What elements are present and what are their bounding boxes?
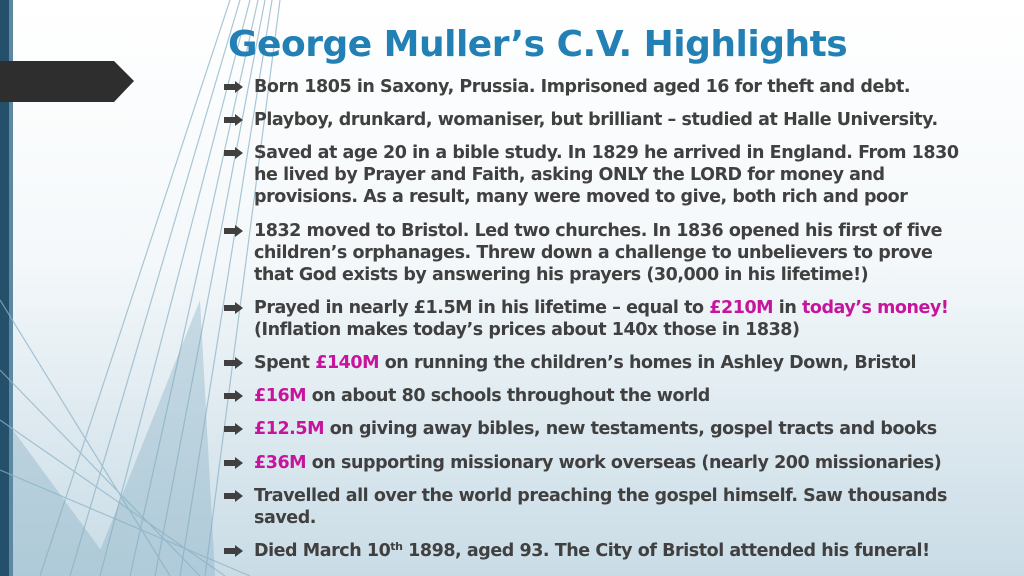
dark-arrow-tab (0, 61, 134, 102)
highlight-amount: £12.5M (254, 419, 325, 440)
slide-title: George Muller’s C.V. Highlights (228, 24, 848, 65)
arrow-bullet-icon (224, 390, 243, 402)
highlights-bullet-list (224, 76, 968, 573)
bullet-item (224, 220, 968, 286)
bullet-text: on supporting missionary work overseas (nearly 200 missionaries) (306, 452, 942, 473)
bullet-item (224, 485, 968, 529)
bullet-text: in (773, 297, 802, 318)
arrow-bullet-icon (224, 490, 243, 502)
superscript-ordinal: th (390, 539, 403, 553)
bullet-item (224, 297, 968, 341)
bullet-item (224, 452, 968, 474)
bullet-text: Prayed in nearly £1.5M in his lifetime – equal to (254, 297, 710, 318)
bullet-item (224, 76, 968, 98)
arrow-bullet-icon (224, 81, 243, 93)
bullet-text: Playboy, drunkard, womaniser, but brilliant – studied at Halle University. (254, 110, 938, 131)
bullet-text: Travelled all over the world preaching the gospel himself. Saw thousands saved. (254, 485, 947, 528)
arrow-bullet-icon (224, 302, 243, 314)
highlight-amount: £16M (254, 386, 307, 407)
bullet-text: on giving away bibles, new testaments, gospel tracts and books (324, 419, 937, 440)
bullet-item (224, 142, 968, 208)
bullet-text: Spent (254, 352, 316, 373)
arrow-bullet-icon (224, 114, 243, 126)
bullet-text: 1898, aged 93. The City of Bristol attended his funeral! (402, 540, 930, 561)
arrow-bullet-icon (224, 457, 243, 469)
bullet-text: Died March 10 (254, 540, 391, 561)
arrow-bullet-icon (224, 147, 243, 159)
highlight-phrase: today’s money! (801, 297, 949, 318)
arrow-bullet-icon (224, 225, 243, 237)
bullet-text: Saved at age 20 in a bible study. In 1829 he arrived in England. From 1830 he lived by Prayer and Faith, asking ONLY the LORD for money and provisions. As a result, many were moved to give, both rich and poor (254, 143, 959, 208)
bullet-item (224, 540, 968, 562)
shaded-triangles (13, 300, 215, 576)
bullet-text: Born 1805 in Saxony, Prussia. Imprisoned aged 16 for theft and debt. (254, 77, 911, 97)
arrow-bullet-icon (224, 545, 243, 557)
bullet-item (224, 385, 968, 407)
bullet-item (224, 109, 968, 131)
arrow-bullet-icon (224, 423, 243, 435)
highlight-amount: £140M (315, 352, 380, 373)
bullet-text: (Inflation makes today’s prices about 140x those in 1838) (254, 319, 800, 340)
decor-triangle (90, 300, 215, 576)
bullet-text: on running the children’s homes in Ashley Down, Bristol (379, 352, 917, 373)
bullet-text: on about 80 schools throughout the world (306, 386, 710, 407)
bullet-text: 1832 moved to Bristol. Led two churches. In 1836 opened his first of five children’s orphanages. Threw down a challenge to unbelievers to prove that God exists by answering his prayers (30,000 in his lifetime!) (254, 220, 943, 285)
highlight-amount: £210M (709, 297, 774, 318)
bullet-item (224, 352, 968, 374)
highlight-amount: £36M (254, 452, 307, 473)
bullet-item (224, 418, 968, 440)
arrow-bullet-icon (224, 357, 243, 369)
